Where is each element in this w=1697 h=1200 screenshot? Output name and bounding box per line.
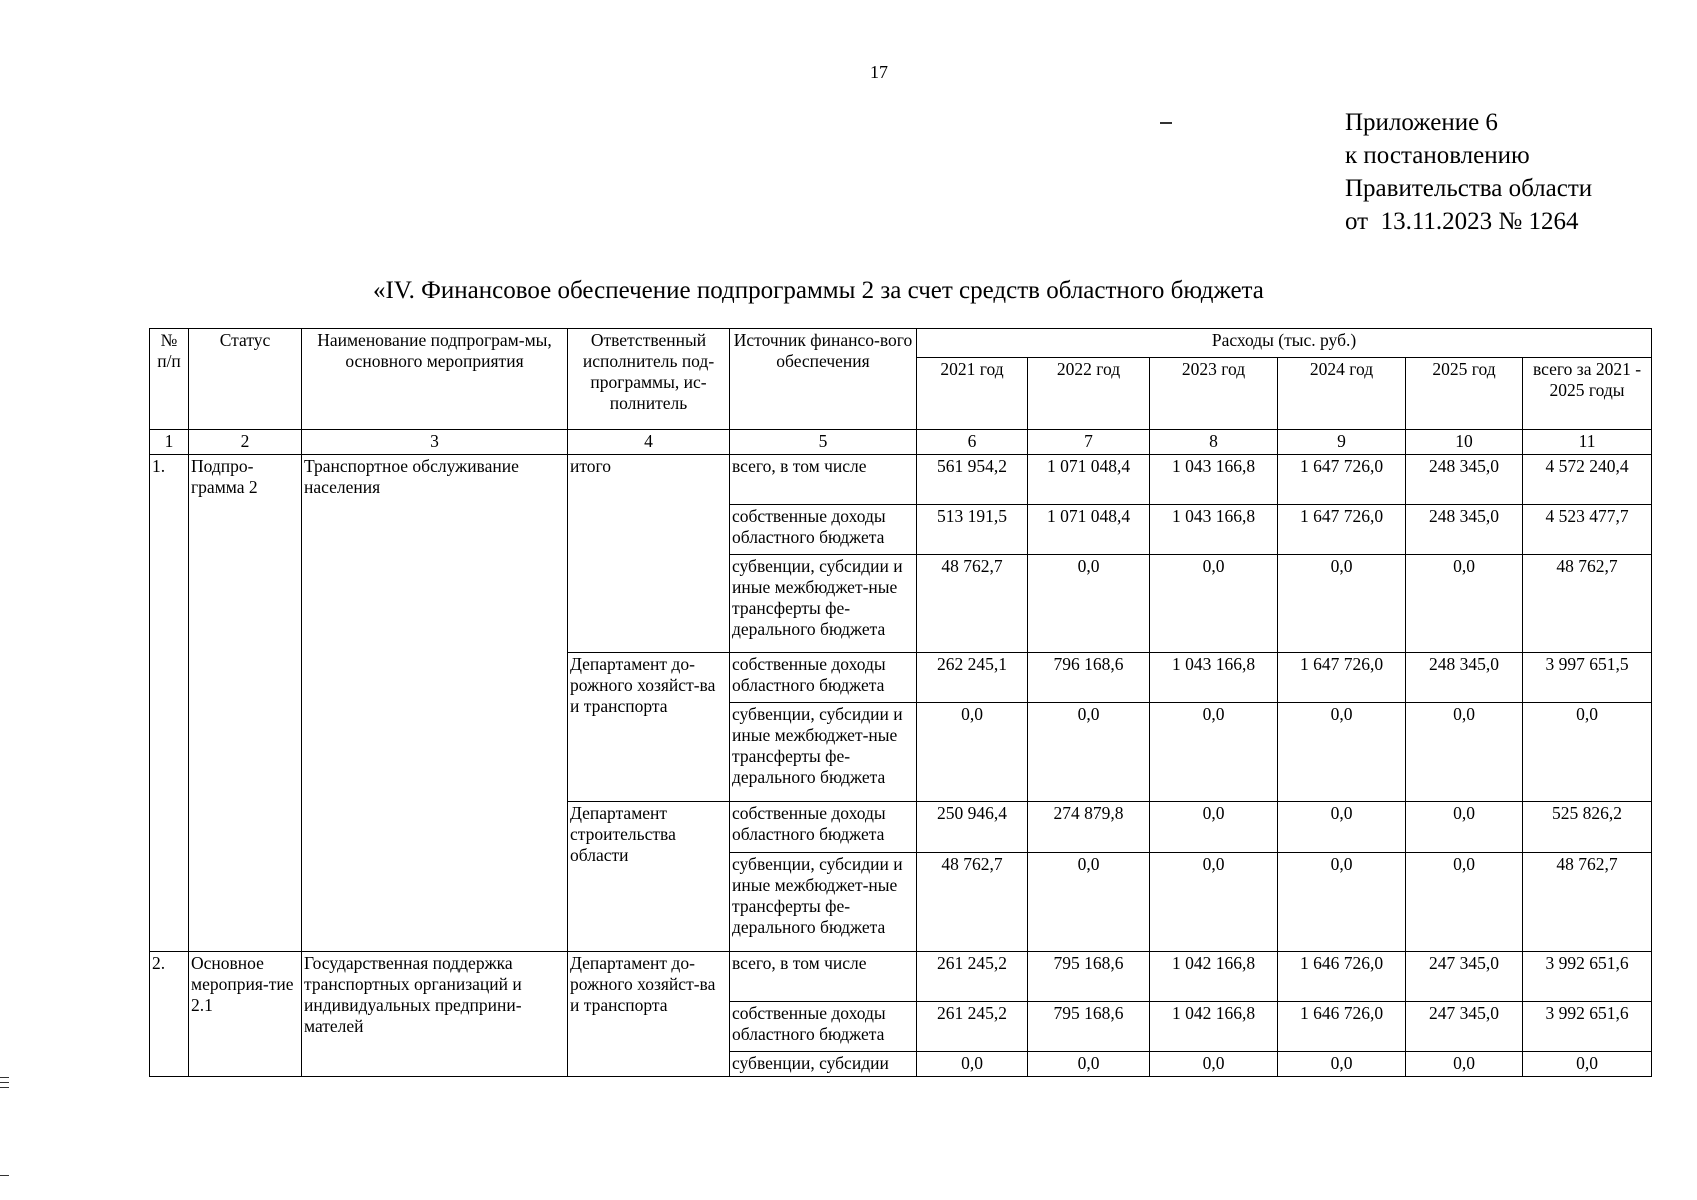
col-number: 6 [917, 430, 1028, 455]
value-cell: 0,0 [1406, 852, 1523, 951]
row-source: субвенции, субсидии и иные межбюджет-ные трансферты фе-дерального бюджета [730, 702, 917, 801]
value-cell: 3 992 651,6 [1523, 951, 1652, 1001]
value-cell: 0,0 [1150, 802, 1278, 852]
value-cell: 247 345,0 [1406, 1002, 1523, 1052]
appendix-line: к постановлению [1345, 142, 1530, 169]
section-title: «IV. Финансовое обеспечение подпрограммы 2 за счет средств областного бюджета [373, 277, 1264, 304]
value-cell: 796 168,6 [1028, 652, 1150, 702]
value-cell: 250 946,4 [917, 802, 1028, 852]
value-cell: 48 762,7 [1523, 852, 1652, 951]
row-source: собственные доходы областного бюджета [730, 802, 917, 852]
row-source: всего, в том числе [730, 951, 917, 1001]
col-number: 9 [1278, 430, 1406, 455]
row-status: Подпро-грамма 2 [189, 455, 302, 952]
header-2024: 2024 год [1278, 357, 1406, 430]
col-number: 10 [1406, 430, 1523, 455]
value-cell: 0,0 [917, 1052, 1028, 1077]
value-cell: 0,0 [1278, 702, 1406, 801]
value-cell: 0,0 [1523, 1052, 1652, 1077]
header-row [150, 329, 1652, 358]
value-cell: 0,0 [917, 702, 1028, 801]
value-cell: 795 168,6 [1028, 1002, 1150, 1052]
row-num: 2. [150, 951, 189, 1076]
row-source: собственные доходы областного бюджета [730, 652, 917, 702]
col-number: 1 [150, 430, 189, 455]
value-cell: 0,0 [1406, 555, 1523, 652]
value-cell: 274 879,8 [1028, 802, 1150, 852]
col-number: 3 [302, 430, 568, 455]
row-name: Транспортное обслуживание населения [302, 455, 568, 952]
row-executor: Департамент до-рожного хозяйст-ва и транспорта [568, 951, 730, 1076]
header-source: Источник финансо-вого обеспечения [730, 329, 917, 430]
appendix-line: Приложение 6 [1345, 109, 1498, 136]
row-source: собственные доходы областного бюджета [730, 1002, 917, 1052]
col-number: 4 [568, 430, 730, 455]
value-cell: 248 345,0 [1406, 505, 1523, 555]
row-source: субвенции, субсидии и иные межбюджет-ные трансферты фе-дерального бюджета [730, 555, 917, 652]
appendix-line: Правительства области [1345, 175, 1593, 202]
header-2022: 2022 год [1028, 357, 1150, 430]
scan-edge-marks [0, 1065, 10, 1185]
value-cell: 0,0 [1028, 702, 1150, 801]
value-cell: 48 762,7 [1523, 555, 1652, 652]
value-cell: 247 345,0 [1406, 951, 1523, 1001]
row-source: всего, в том числе [730, 455, 917, 505]
header-2025: 2025 год [1406, 357, 1523, 430]
value-cell: 262 245,1 [917, 652, 1028, 702]
value-cell: 1 043 166,8 [1150, 455, 1278, 505]
column-numbers-row [150, 430, 1652, 455]
value-cell: 248 345,0 [1406, 652, 1523, 702]
value-cell: 0,0 [1278, 802, 1406, 852]
value-cell: 0,0 [1150, 1052, 1278, 1077]
value-cell: 3 997 651,5 [1523, 652, 1652, 702]
value-cell: 0,0 [1028, 1052, 1150, 1077]
col-number: 11 [1523, 430, 1652, 455]
value-cell: 0,0 [1150, 702, 1278, 801]
value-cell: 248 345,0 [1406, 455, 1523, 505]
value-cell: 1 043 166,8 [1150, 652, 1278, 702]
value-cell: 1 647 726,0 [1278, 455, 1406, 505]
value-cell: 1 646 726,0 [1278, 951, 1406, 1001]
value-cell: 0,0 [1523, 702, 1652, 801]
value-cell: 0,0 [1406, 802, 1523, 852]
row-source: собственные доходы областного бюджета [730, 505, 917, 555]
row-status: Основное мероприя-тие 2.1 [189, 951, 302, 1076]
value-cell: 1 647 726,0 [1278, 652, 1406, 702]
value-cell: 0,0 [1150, 852, 1278, 951]
col-number: 5 [730, 430, 917, 455]
col-number: 2 [189, 430, 302, 455]
value-cell: 4 523 477,7 [1523, 505, 1652, 555]
value-cell: 48 762,7 [917, 852, 1028, 951]
header-executor: Ответственный исполнитель под-программы, ис-полнитель [568, 329, 730, 430]
header-status: Статус [189, 329, 302, 430]
appendix-block [1345, 106, 1592, 238]
table-row [150, 455, 1652, 505]
row-executor: итого [568, 455, 730, 653]
value-cell: 513 191,5 [917, 505, 1028, 555]
value-cell: 0,0 [1406, 1052, 1523, 1077]
value-cell: 4 572 240,4 [1523, 455, 1652, 505]
page-number: 17 [870, 62, 888, 82]
row-name: Государственная поддержка транспортных организаций и индивидуальных предприни-мателей [302, 951, 568, 1076]
value-cell: 0,0 [1028, 852, 1150, 951]
value-cell: 1 647 726,0 [1278, 505, 1406, 555]
value-cell: 795 168,6 [1028, 951, 1150, 1001]
value-cell: 1 042 166,8 [1150, 951, 1278, 1001]
value-cell: 261 245,2 [917, 1002, 1028, 1052]
col-number: 8 [1150, 430, 1278, 455]
value-cell: 48 762,7 [917, 555, 1028, 652]
row-source: субвенции, субсидии и иные межбюджет-ные трансферты фе-дерального бюджета [730, 852, 917, 951]
header-2021: 2021 год [917, 357, 1028, 430]
header-total: всего за 2021 - 2025 годы [1523, 357, 1652, 430]
value-cell: 1 646 726,0 [1278, 1002, 1406, 1052]
value-cell: 0,0 [1278, 1052, 1406, 1077]
financing-table [149, 328, 1652, 1077]
value-cell: 0,0 [1150, 555, 1278, 652]
row-num: 1. [150, 455, 189, 952]
row-source: субвенции, субсидии [730, 1052, 917, 1077]
value-cell: 1 071 048,4 [1028, 455, 1150, 505]
row-executor: Департамент строительства области [568, 802, 730, 952]
value-cell: 261 245,2 [917, 951, 1028, 1001]
value-cell: 1 042 166,8 [1150, 1002, 1278, 1052]
value-cell: 0,0 [1278, 852, 1406, 951]
header-2023: 2023 год [1150, 357, 1278, 430]
value-cell: 1 043 166,8 [1150, 505, 1278, 555]
value-cell: 0,0 [1028, 555, 1150, 652]
value-cell: 0,0 [1406, 702, 1523, 801]
row-executor: Департамент до-рожного хозяйст-ва и транспорта [568, 652, 730, 802]
header-expenses: Расходы (тыс. руб.) [917, 329, 1652, 358]
value-cell: 0,0 [1278, 555, 1406, 652]
col-number: 7 [1028, 430, 1150, 455]
header-num: № п/п [150, 329, 189, 430]
value-cell: 1 071 048,4 [1028, 505, 1150, 555]
value-cell: 3 992 651,6 [1523, 1002, 1652, 1052]
value-cell: 525 826,2 [1523, 802, 1652, 852]
header-name: Наименование подпрограм-мы, основного мероприятия [302, 329, 568, 430]
table-row [150, 951, 1652, 1001]
stray-mark [1160, 122, 1172, 124]
value-cell: 561 954,2 [917, 455, 1028, 505]
appendix-line: от 13.11.2023 № 1264 [1345, 208, 1579, 235]
